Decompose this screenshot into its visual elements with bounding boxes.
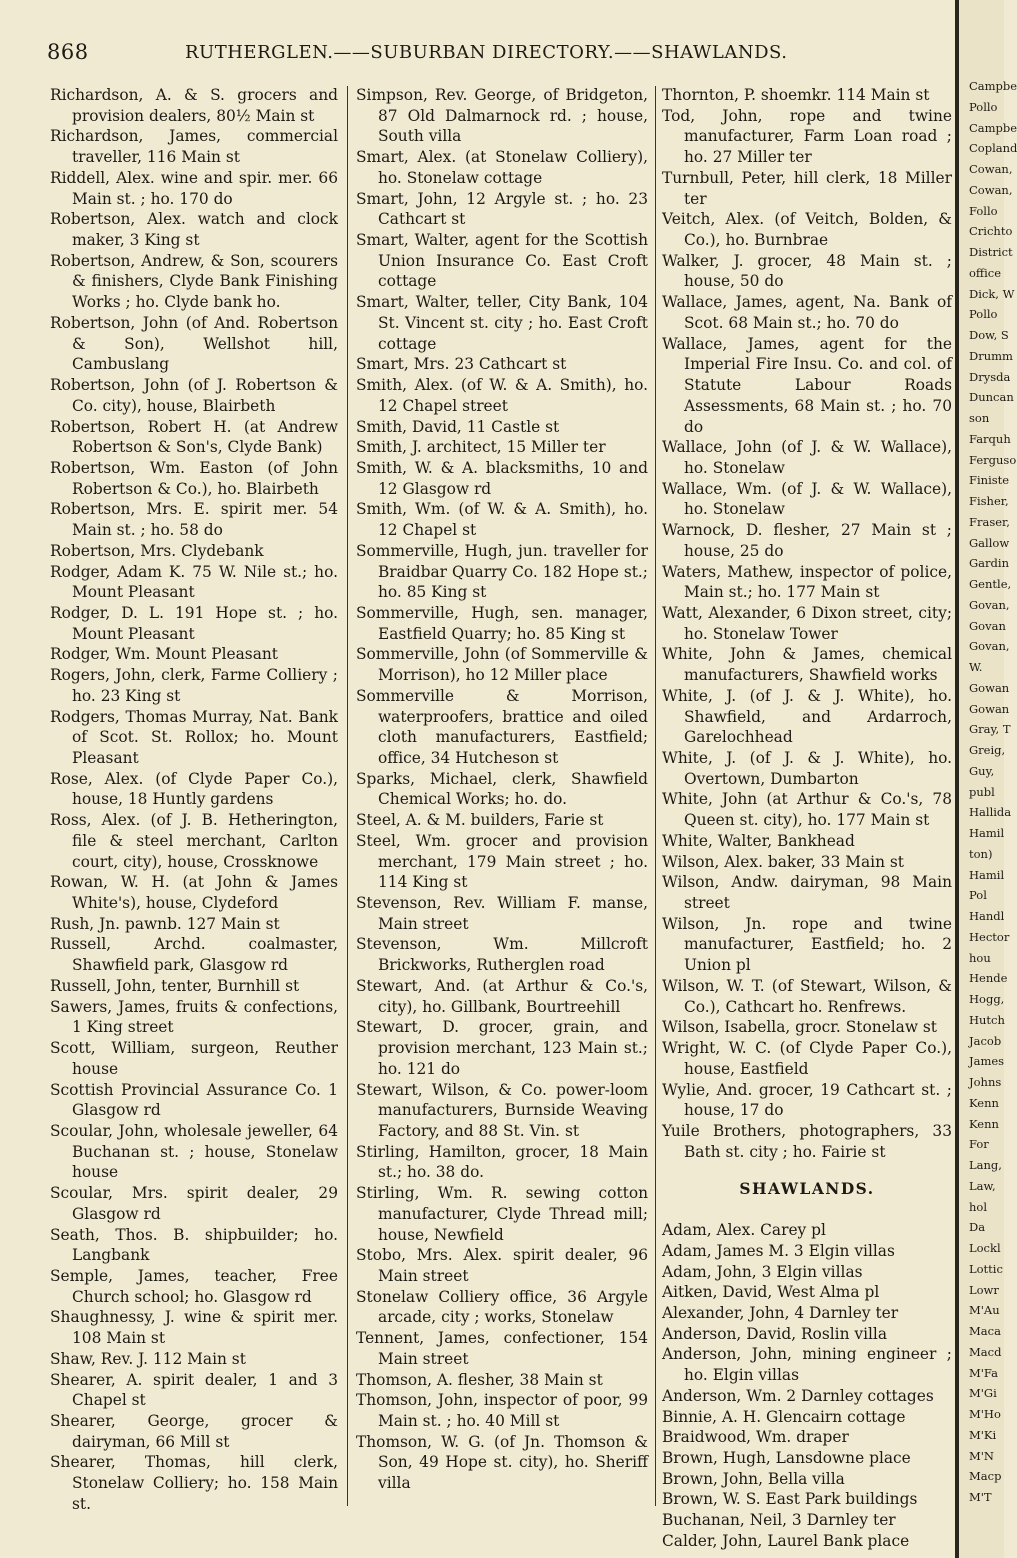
spine-fragment: Dick, W (969, 286, 1015, 301)
directory-entry: Sawers, James, fruits & confections, 1 King street (50, 997, 338, 1037)
directory-entry: Anderson, John, mining engineer ; ho. Elgin villas (662, 1345, 952, 1385)
directory-entry: Adam, John, 3 Elgin villas (662, 1262, 863, 1281)
directory-entry: Scottish Provincial Assurance Co. 1 Glasgow rd (50, 1080, 338, 1120)
directory-entry: Stonelaw Colliery office, 36 Argyle arcade, city ; works, Stonelaw (356, 1287, 648, 1327)
spine-fragment: Dow, S (969, 328, 1009, 342)
directory-entry: Wilson, W. T. (of Stewart, Wilson, & Co.), Cathcart ho. Renfrews. (662, 976, 952, 1016)
spine-fragment: Drysda (969, 369, 1011, 384)
directory-entry: Ross, Alex. (of J. B. Hetherington, file & steel merchant, Carlton court, city), house, Crossknowe (50, 811, 338, 871)
directory-entry: Watt, Alexander, 6 Dixon street, city; ho. Stonelaw Tower (662, 603, 952, 643)
directory-entry: Calder, John, Laurel Bank place (662, 1531, 910, 1550)
directory-entry: Adam, James M. 3 Elgin villas (662, 1241, 895, 1260)
spine-fragment: M'Gi (969, 1386, 997, 1401)
spine-fragment: Follo (969, 203, 998, 218)
spine-fragment: Macp (969, 1469, 1002, 1484)
spine-fragment: Govan, (969, 597, 1010, 612)
spine-fragment: Gardin (969, 556, 1009, 571)
directory-entry: Riddell, Alex. wine and spir. mer. 66 Main st. ; ho. 170 do (50, 168, 338, 208)
spine-fragment: Maca (969, 1324, 1001, 1338)
directory-entry: Smart, John, 12 Argyle st. ; ho. 23 Cathcart st (356, 189, 648, 229)
directory-entry: Russell, John, tenter, Burnhill st (50, 976, 300, 995)
spine-fragment: Copland (969, 141, 1017, 156)
directory-entry: Shaw, Rev. J. 112 Main st (50, 1349, 246, 1368)
directory-entry: Brown, W. S. East Park buildings (662, 1490, 918, 1509)
spine-fragment: publ (969, 784, 995, 799)
directory-entry: Thomson, A. flesher, 38 Main st (356, 1370, 603, 1389)
spine-fragment: James (969, 1054, 1005, 1069)
directory-entry: Wallace, Wm. (of J. & W. Wallace), ho. Stonelaw (662, 479, 952, 519)
directory-entry: Rose, Alex. (of Clyde Paper Co.), house, 18 Huntly gardens (50, 769, 338, 809)
directory-entry: Wallace, James, agent, Na. Bank of Scot. 68 Main st.; ho. 70 do (662, 293, 952, 332)
spine-fragment: Cowan, (969, 162, 1013, 176)
directory-entry: Semple, James, teacher, Free Church school; ho. Glasgow rd (50, 1266, 338, 1306)
directory-entry: Tod, John, rope and twine manufacturer, Farm Loan road ; ho. 27 Miller ter (662, 106, 952, 167)
directory-entry: Anderson, Wm. 2 Darnley cottages (662, 1386, 934, 1405)
spine-fragment: Pol (969, 888, 987, 903)
directory-entry: Smith, W. & A. blacksmiths, 10 and 12 Glasgow rd (356, 458, 648, 498)
page-number: 868 (47, 40, 89, 64)
spine-fragment: Lockl (969, 1241, 1001, 1255)
directory-entry: Smart, Mrs. 23 Cathcart st (356, 355, 567, 374)
directory-entry: Wallace, James, agent for the Imperial Fire Insu. Co. and col. of Statute Labour Roads Assessments, 68 Main st. ; ho. 70 do (662, 334, 952, 436)
spine-fragment: M'Ki (969, 1427, 997, 1442)
directory-entry: Rodger, D. L. 191 Hope st. ; ho. Mount Pleasant (50, 603, 338, 643)
directory-entry: Shearer, A. spirit dealer, 1 and 3 Chapel st (50, 1370, 338, 1410)
directory-entry: Stirling, Wm. R. sewing cotton manufacturer, Clyde Thread mill; house, Newfield (356, 1184, 648, 1244)
directory-entry: Scoular, Mrs. spirit dealer, 29 Glasgow rd (50, 1184, 338, 1223)
spine-fragment: Gallow (969, 535, 1010, 550)
directory-entry: Thomson, John, inspector of poor, 99 Main st. ; ho. 40 Mill st (356, 1391, 648, 1430)
spine-fragment: Macd (969, 1344, 1002, 1359)
spine-fragment: Drumm (969, 348, 1013, 363)
directory-entry: Wylie, And. grocer, 19 Cathcart st. ; house, 17 do (662, 1080, 952, 1120)
directory-entry: Rogers, John, clerk, Farme Colliery ; ho. 23 King st (50, 666, 338, 705)
directory-entry: White, John (at Arthur & Co.'s, 78 Queen st. city), ho. 177 Main st (662, 790, 952, 830)
spine-fragment: Guy, (969, 763, 995, 778)
directory-entry: Wilson, Andw. dairyman, 98 Main street (662, 873, 952, 913)
spine-fragment: hou (969, 950, 991, 965)
directory-entry: Sommerville & Morrison, waterproofers, brattice and oiled cloth manufacturers, Eastfield; office, 34 Hutcheson st (356, 686, 648, 767)
directory-entry: White, J. (of J. & J. White), ho. Overtown, Dumbarton (662, 749, 952, 788)
directory-entry: Shearer, George, grocer & dairyman, 66 Mill st (50, 1412, 338, 1451)
directory-column-3 (662, 85, 952, 1552)
spine-fragment: Lottic (969, 1261, 1003, 1276)
spine-fragment: Lowr (969, 1282, 999, 1297)
directory-entry: Russell, Archd. coalmaster, Shawfield park, Glasgow rd (50, 935, 338, 975)
adjacent-page-edge (955, 0, 1017, 1558)
column-divider (655, 86, 656, 1506)
spine-fragment: office (969, 265, 1002, 280)
directory-entry: Veitch, Alex. (of Veitch, Bolden, & Co.), ho. Burnbrae (662, 210, 952, 250)
spine-fragment: Hector (969, 929, 1010, 944)
directory-entry: White, Walter, Bankhead (662, 831, 855, 850)
spine-fragment: Gray, T (969, 722, 1011, 737)
directory-entry: Rowan, W. H. (at John & James White's), house, Clydeford (50, 873, 338, 913)
directory-column-1 (50, 85, 338, 1515)
directory-entry: Smart, Walter, agent for the Scottish Union Insurance Co. East Croft cottage (356, 231, 648, 291)
spine-fragment: Govan (969, 618, 1006, 633)
directory-entry: Robertson, Robert H. (at Andrew Robertson & Son's, Clyde Bank) (50, 417, 338, 457)
directory-entry: Stevenson, Rev. William F. manse, Main street (356, 894, 648, 933)
directory-entry: Robertson, Andrew, & Son, scourers & finishers, Clyde Bank Finishing Works ; ho. Clyde bank ho. (50, 251, 338, 312)
spine-fragment: District (969, 245, 1013, 259)
directory-entry: Scoular, John, wholesale jeweller, 64 Buchanan st. ; house, Stonelaw house (50, 1121, 338, 1182)
spine-fragment: M'Au (969, 1303, 1000, 1318)
spine-fragment: Campbe (969, 120, 1017, 135)
directory-entry: Anderson, David, Roslin villa (662, 1324, 888, 1343)
directory-entry: Stirling, Hamilton, grocer, 18 Main st.; ho. 38 do. (356, 1142, 648, 1182)
spine-fragment: M'N (969, 1448, 994, 1463)
directory-entry: Wallace, John (of J. & W. Wallace), ho. Stonelaw (662, 438, 952, 477)
spine-fragment: Gowan (969, 701, 1010, 716)
spine-fragment: Pollo (969, 307, 998, 322)
spine-fragment: Crichto (969, 224, 1013, 239)
directory-entry: Richardson, A. & S. grocers and provision dealers, 80½ Main st (50, 86, 338, 125)
directory-entry: Robertson, John (of J. Robertson & Co. city), house, Blairbeth (50, 376, 338, 415)
spine-fragment: Duncan (969, 390, 1014, 405)
directory-entry: Robertson, Mrs. Clydebank (50, 541, 264, 560)
directory-entry: Smart, Walter, teller, City Bank, 104 St. Vincent st. city ; ho. East Croft cottage (356, 293, 648, 353)
directory-entry: Stobo, Mrs. Alex. spirit dealer, 96 Main street (356, 1246, 648, 1285)
directory-entry: Simpson, Rev. George, of Bridgeton, 87 Old Dalmarnock rd. ; house, South villa (356, 86, 648, 146)
directory-entry: Stewart, Wilson, & Co. power-loom manufacturers, Burnside Weaving Factory, and 88 St. Vin. st (356, 1080, 648, 1140)
directory-entry: Smith, Alex. (of W. & A. Smith), ho. 12 Chapel street (356, 376, 648, 415)
directory-entries-shawlands (662, 1220, 952, 1552)
directory-entry: Rush, Jn. pawnb. 127 Main st (50, 914, 280, 933)
spine-fragment: Ferguso (969, 452, 1017, 467)
directory-entry: Smith, David, 11 Castle st (356, 417, 560, 436)
spine-fragment: Hallida (969, 805, 1012, 820)
directory-entry: Adam, Alex. Carey pl (662, 1221, 826, 1240)
spine-fragment: Gentle, (969, 577, 1012, 591)
directory-entry: Stewart, And. (at Arthur & Co.'s, city), ho. Gillbank, Bourtreehill (356, 976, 648, 1016)
directory-entry: Steel, A. & M. builders, Farie st (356, 811, 604, 830)
directory-entry: Robertson, Wm. Easton (of John Robertson & Co.), ho. Blairbeth (50, 458, 338, 498)
adjacent-page-fragments (969, 76, 1017, 1508)
directory-entry: White, John & James, chemical manufacturers, Shawfield works (662, 645, 952, 685)
directory-entry: Wilson, Jn. rope and twine manufacturer, Eastfield; ho. 2 Union pl (662, 914, 952, 975)
directory-entry: Stewart, D. grocer, grain, and provision merchant, 123 Main st.; ho. 121 do (356, 1018, 648, 1078)
spine-fragment: Hamil (969, 826, 1005, 840)
directory-entry: Waters, Mathew, inspector of police, Main st.; ho. 177 Main st (662, 562, 952, 602)
directory-entry: Stevenson, Wm. Millcroft Brickworks, Rutherglen road (356, 935, 648, 975)
spine-fragment: Fisher, (969, 494, 1009, 508)
directory-entry: Aitken, David, West Alma pl (662, 1283, 880, 1302)
spine-fragment: Fraser, (969, 514, 1010, 529)
spine-fragment: M'T (969, 1490, 992, 1504)
directory-entry: Steel, Wm. grocer and provision merchant, 179 Main street ; ho. 114 King st (356, 831, 648, 892)
directory-entry: Sommerville, Hugh, sen. manager, Eastfield Quarry; ho. 85 King st (356, 603, 648, 643)
spine-fragment: Handl (969, 909, 1005, 923)
spine-fragment: Hende (969, 971, 1008, 986)
directory-entry: Scott, William, surgeon, Reuther house (50, 1039, 338, 1078)
spine-fragment: Greig, (969, 743, 1006, 757)
directory-entry: Wright, W. C. (of Clyde Paper Co.), house, Eastfield (662, 1039, 952, 1078)
directory-entry: Rodger, Wm. Mount Pleasant (50, 645, 278, 664)
directory-entry: Brown, Hugh, Lansdowne place (662, 1449, 911, 1467)
spine-fragment: For (969, 1137, 989, 1152)
spine-fragment: Campbe (969, 79, 1017, 93)
spine-fragment: Law, (969, 1178, 996, 1193)
spine-fragment: M'Ho (969, 1407, 1001, 1421)
spine-fragment: W. (969, 660, 983, 674)
column-divider (347, 86, 348, 1506)
directory-entry: Wilson, Alex. baker, 33 Main st (662, 852, 904, 871)
spine-fragment: Jacob (969, 1033, 1002, 1048)
directory-entry: Wilson, Isabella, grocr. Stonelaw st (662, 1018, 937, 1037)
directory-entry: White, J. (of J. & J. White), ho. Shawfield, and Ardarroch, Garelochhead (662, 686, 952, 747)
directory-entries-rutherglen (662, 85, 952, 1162)
page-header (0, 40, 960, 70)
directory-entry: Thornton, P. shoemkr. 114 Main st (662, 86, 930, 104)
directory-column-2 (356, 85, 648, 1494)
spine-fragment: Kenn (969, 1095, 999, 1110)
directory-entry: Alexander, John, 4 Darnley ter (662, 1303, 899, 1322)
directory-entry: Turnbull, Peter, hill clerk, 18 Miller ter (662, 168, 952, 208)
spine-fragment: Lang, (969, 1158, 1002, 1172)
spine-fragment: son (969, 411, 990, 425)
spine-fragment: Hutch (969, 1012, 1005, 1027)
directory-entry: Rodger, Adam K. 75 W. Nile st.; ho. Mount Pleasant (50, 562, 338, 602)
directory-entry: Robertson, John (of And. Robertson & Son), Wellshot hill, Cambuslang (50, 313, 338, 374)
running-title: RUTHERGLEN.——SUBURBAN DIRECTORY.——SHAWLANDS. (185, 42, 788, 63)
directory-entry: Thomson, W. G. (of Jn. Thomson & Son, 49 Hope st. city), ho. Sheriff villa (356, 1432, 648, 1493)
directory-entry: Buchanan, Neil, 3 Darnley ter (662, 1511, 896, 1530)
directory-entry: Warnock, D. flesher, 27 Main st ; house, 25 do (662, 521, 952, 560)
directory-entry: Robertson, Alex. watch and clock maker, 3 King st (50, 210, 338, 250)
spine-fragment: Da (969, 1220, 986, 1235)
spine-fragment: Hamil (969, 867, 1005, 882)
spine-fragment: Johns (969, 1075, 1002, 1089)
spine-fragment: hol (969, 1199, 988, 1214)
directory-entry: Yuile Brothers, photographers, 33 Bath st. city ; ho. Fairie st (662, 1121, 952, 1161)
directory-entry: Brown, John, Bella villa (662, 1469, 845, 1488)
spine-fragment: Gowan (969, 680, 1010, 695)
spine-fragment: Govan, (969, 639, 1010, 654)
directory-entry: Sommerville, John (of Sommerville & Morrison), ho 12 Miller place (356, 645, 648, 685)
directory-entry: Smith, J. architect, 15 Miller ter (356, 438, 606, 457)
directory-entry: Rodgers, Thomas Murray, Nat. Bank of Scot. St. Rollox; ho. Mount Pleasant (50, 707, 338, 767)
directory-entry: Binnie, A. H. Glencairn cottage (662, 1407, 906, 1426)
directory-entry: Seath, Thos. B. shipbuilder; ho. Langbank (50, 1225, 338, 1265)
spine-fragment: Pollo (969, 99, 998, 114)
section-heading-shawlands: SHAWLANDS. (739, 1180, 875, 1199)
spine-fragment: ton) (969, 846, 993, 861)
spine-fragment: Hogg, (969, 992, 1005, 1006)
directory-entry: Smith, Wm. (of W. & A. Smith), ho. 12 Chapel st (356, 500, 648, 540)
directory-entry: Sparks, Michael, clerk, Shawfield Chemical Works; ho. do. (356, 769, 648, 809)
spine-fragment: M'Fa (969, 1365, 998, 1380)
spine-fragment: Finiste (969, 473, 1010, 488)
spine-fragment: Kenn (969, 1116, 999, 1131)
directory-entry: Sommerville, Hugh, jun. traveller for Braidbar Quarry Co. 182 Hope st.; ho. 85 King st (356, 541, 648, 602)
spine-fragment: Farquh (969, 431, 1011, 446)
directory-entry: Walker, J. grocer, 48 Main st. ; house, 50 do (662, 251, 952, 291)
directory-entry: Shaughnessy, J. wine & spirit mer. 108 Main st (50, 1308, 338, 1348)
directory-entry: Braidwood, Wm. draper (662, 1428, 849, 1447)
directory-entry: Robertson, Mrs. E. spirit mer. 54 Main st. ; ho. 58 do (50, 500, 338, 540)
directory-entry: Tennent, James, confectioner, 154 Main street (356, 1329, 648, 1368)
directory-entry: Smart, Alex. (at Stonelaw Colliery), ho. Stonelaw cottage (356, 148, 648, 187)
spine-fragment: Cowan, (969, 182, 1013, 197)
directory-entry: Richardson, James, commercial traveller, 116 Main st (50, 127, 338, 167)
directory-entry: Shearer, Thomas, hill clerk, Stonelaw Colliery; ho. 158 Main st. (50, 1453, 338, 1513)
